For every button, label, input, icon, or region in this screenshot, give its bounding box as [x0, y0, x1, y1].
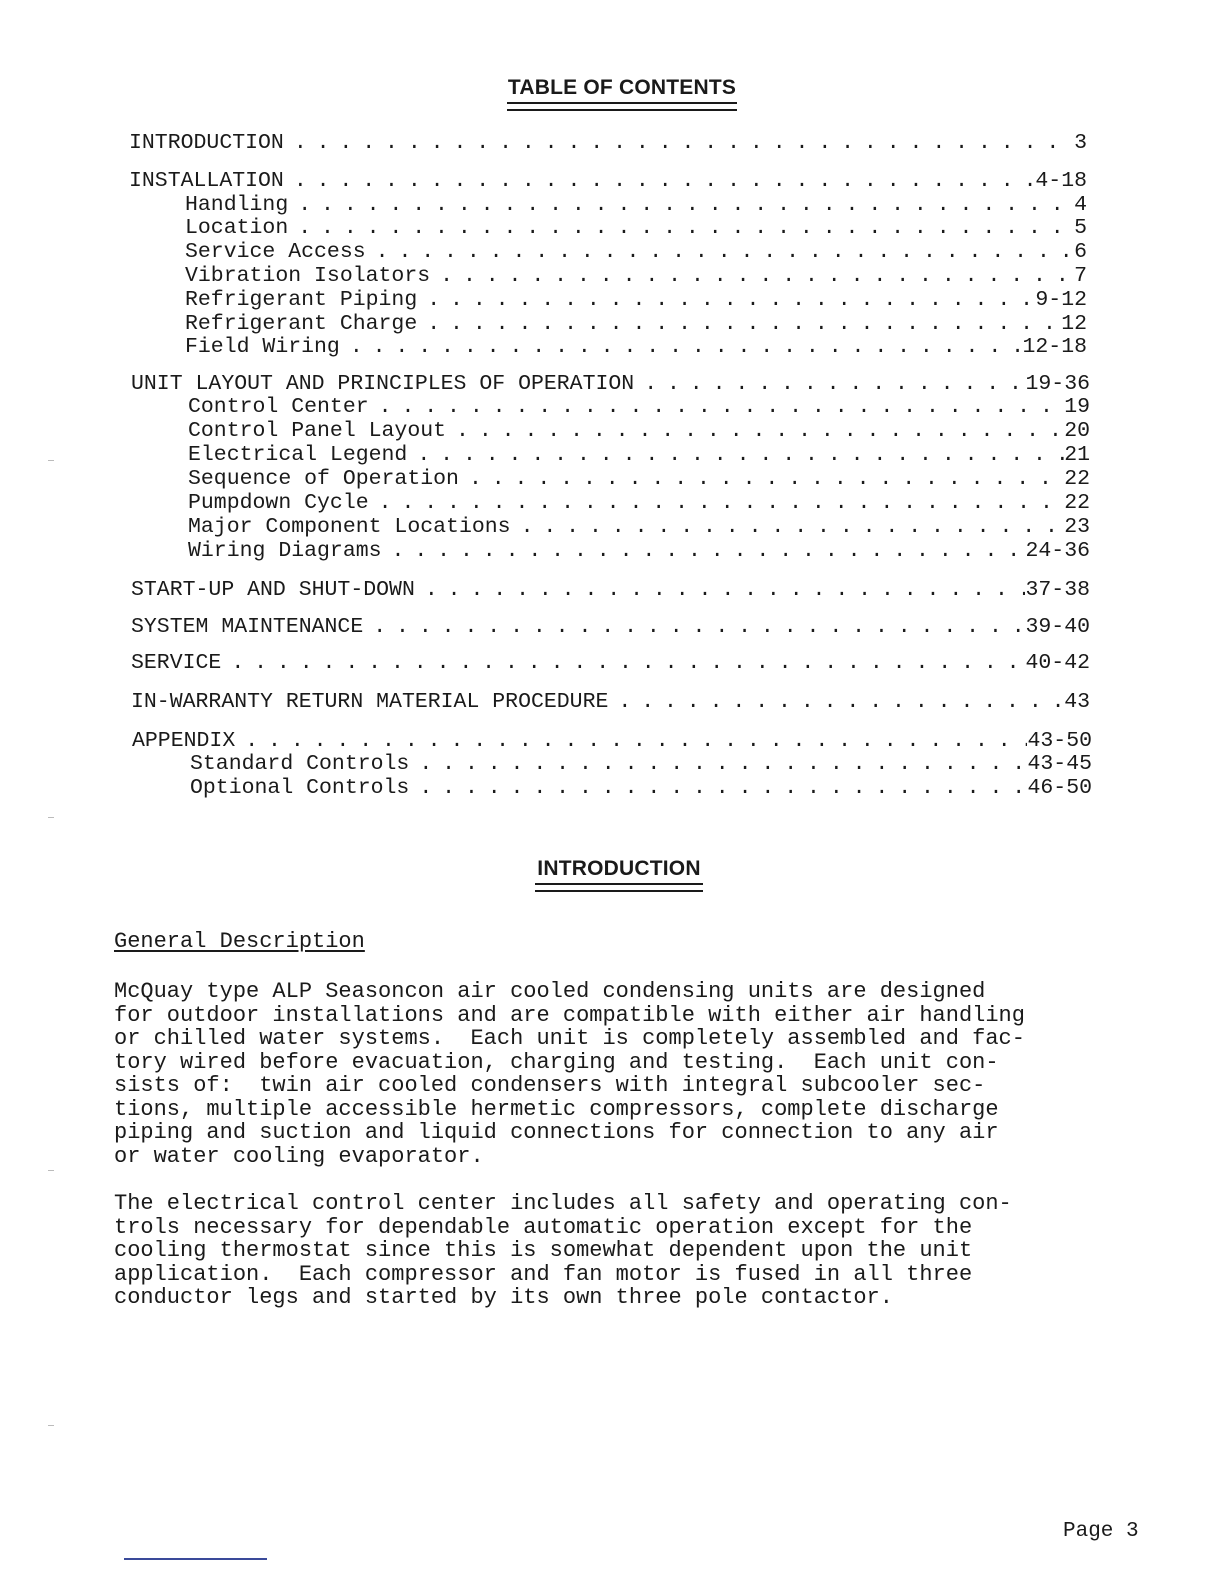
toc-entry-appendix[interactable]: APPENDIX . . . 43-50 — [132, 728, 1092, 754]
toc-entry-refrigerant-piping[interactable]: Refrigerant Piping . . . 9-12 — [185, 287, 1087, 313]
general-description-subheading: General Description — [114, 929, 365, 954]
toc-entry-unit-layout[interactable]: UNIT LAYOUT AND PRINCIPLES OF OPERATION . . . 19-36 — [131, 371, 1090, 397]
scan-speck — [48, 1170, 54, 1171]
toc-entry-system-maintenance[interactable]: SYSTEM MAINTENANCE . . . 39-40 — [131, 614, 1090, 640]
introduction-title: INTRODUCTION — [535, 857, 703, 892]
toc-title: TABLE OF CONTENTS — [507, 76, 737, 111]
toc-entry-standard-controls[interactable]: Standard Controls . . . 43-45 — [190, 751, 1092, 777]
toc-entry-location[interactable]: Location . . . 5 — [185, 215, 1087, 241]
toc-entry-service[interactable]: SERVICE . . . 40-42 — [131, 650, 1090, 676]
toc-entry-field-wiring[interactable]: Field Wiring . . . 12-18 — [185, 334, 1087, 360]
toc-entry-page: 3 — [1074, 131, 1087, 155]
toc-entry-installation[interactable]: INSTALLATION . . . 4-18 — [129, 168, 1087, 194]
toc-entry-label: INTRODUCTION — [129, 131, 284, 155]
toc-entry-major-component-locations[interactable]: Major Component Locations . . . 23 — [188, 514, 1090, 540]
toc-entry-service-access[interactable]: Service Access . . . 6 — [185, 239, 1087, 265]
toc-entry-vibration-isolators[interactable]: Vibration Isolators . . . 7 — [185, 263, 1087, 289]
scan-speck — [48, 460, 54, 461]
toc-entry-optional-controls[interactable]: Optional Controls . . . 46-50 — [190, 775, 1092, 801]
page-number: Page 3 — [1063, 1520, 1139, 1543]
intro-paragraph-2: The electrical control center includes all safety and operating con- trols necessary for dependable automatic operation except for the cooling thermostat since this is somewhat dependent upon the unit application. Each compressor and fan motor is fused in all three conductor legs and started by its own three pole contactor. — [114, 1191, 1012, 1310]
toc-entry-startup-shutdown[interactable]: START-UP AND SHUT-DOWN . . . 37-38 — [131, 577, 1090, 603]
toc-entry-in-warranty-return[interactable]: IN-WARRANTY RETURN MATERIAL PROCEDURE . . . 43 — [131, 689, 1090, 715]
toc-entry-handling[interactable]: Handling . . . 4 — [185, 192, 1087, 218]
toc-entry-control-center[interactable]: Control Center . . . 19 — [188, 394, 1090, 420]
toc-entry-wiring-diagrams[interactable]: Wiring Diagrams . . . 24-36 — [188, 538, 1090, 564]
toc-entry-pumpdown-cycle[interactable]: Pumpdown Cycle . . . 22 — [188, 490, 1090, 516]
toc-entry-electrical-legend[interactable]: Electrical Legend . . . 21 — [188, 442, 1090, 468]
intro-paragraph-1: McQuay type ALP Seasoncon air cooled condensing units are designed for outdoor installations and are compatible with either air handling or chilled water systems. Each unit is completely assembled and fac- tory wired before evacuation, charging and testing. Each unit con- sists of: twin air cooled condensers with integral subcooler sec- tions, multiple accessible hermetic compressors, complete discharge piping and suction and liquid connections for connection to any air or water cooling evaporator. — [114, 979, 1025, 1169]
scan-speck — [48, 1425, 54, 1426]
toc-entry-sequence-of-operation[interactable]: Sequence of Operation . . . 22 — [188, 466, 1090, 492]
footer-rule — [124, 1558, 267, 1560]
scan-speck — [48, 817, 54, 818]
toc-entry-introduction[interactable] — [129, 130, 1087, 156]
toc-entry-refrigerant-charge[interactable]: Refrigerant Charge . . . 12 — [185, 311, 1087, 337]
toc-entry-control-panel-layout[interactable]: Control Panel Layout . . . 20 — [188, 418, 1090, 444]
